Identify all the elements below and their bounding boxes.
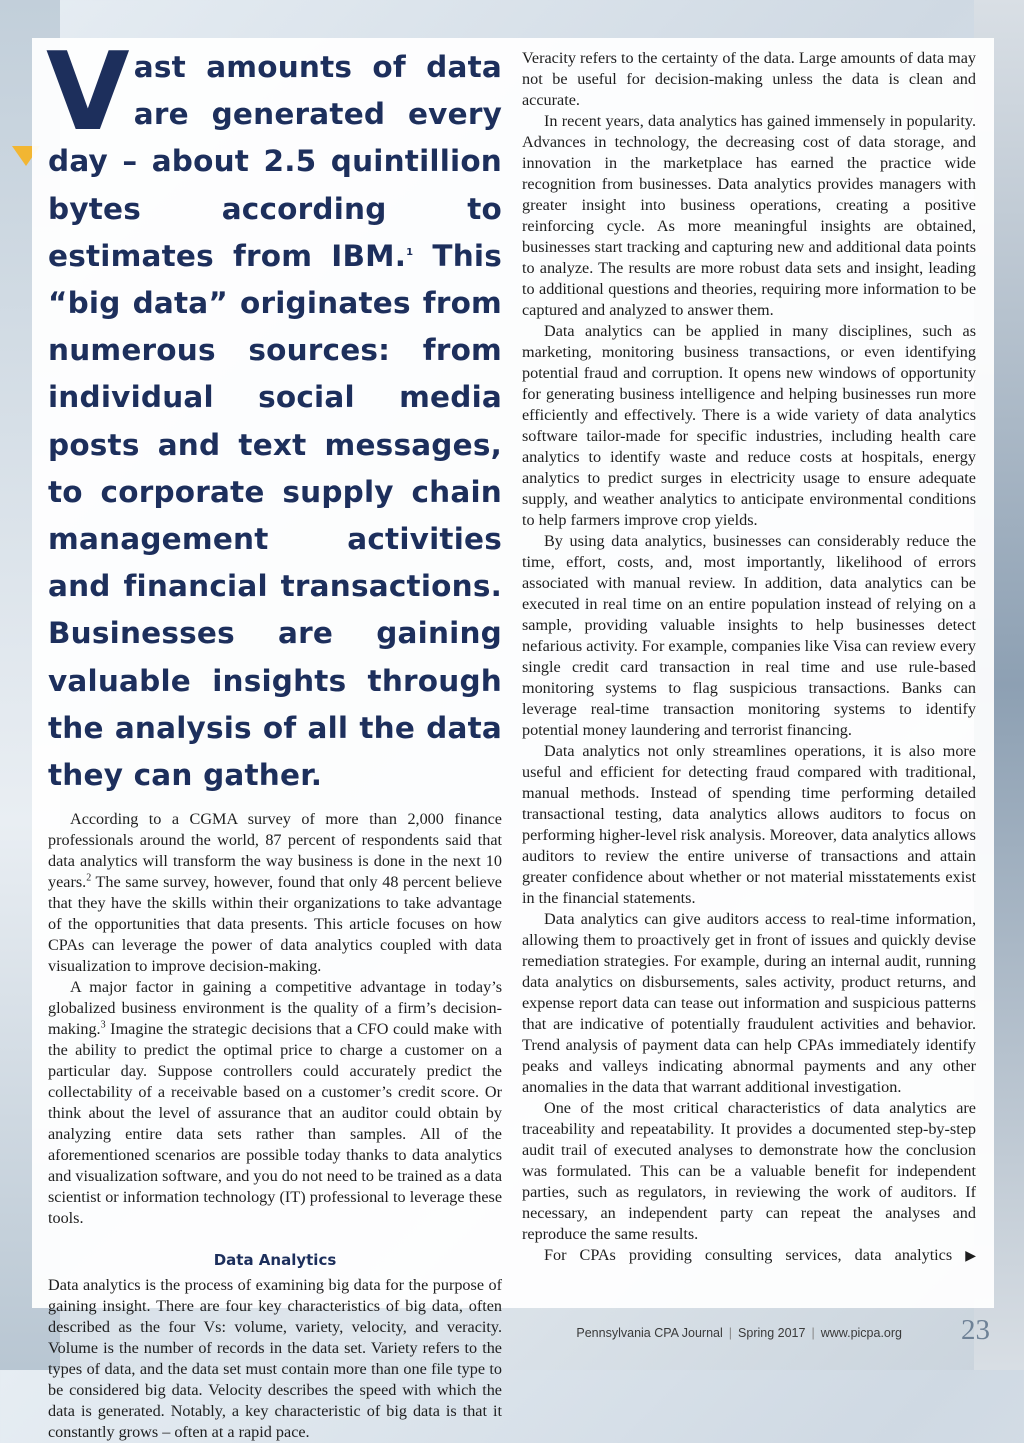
footnote-ref-3: 3 bbox=[100, 1019, 106, 1031]
page-number: 23 bbox=[961, 1314, 990, 1346]
footer-separator: | bbox=[811, 1326, 815, 1340]
journal-name: Pennsylvania CPA Journal bbox=[576, 1326, 723, 1340]
body-paragraph-3: Data analytics is the process of examining big data for the purpose of gaining insight. There are four key characteristics of big data, often described as the four Vs: volume, variety, velocity, and veracity. Volume is the number of records in the data set. Variety refers to the types of data, and the data set must contain more than one file type to be considered big data. Velocity describes the speed with which the data is generated. Notably, a key characteristic of big data is that it constantly grows – often at a rapid pace. bbox=[48, 1276, 502, 1442]
right-column bbox=[522, 48, 976, 1267]
page-footer bbox=[0, 1314, 990, 1350]
body-paragraph-r5: Data analytics not only streamlines operations, it is also more useful and efficient for detecting fraud compared with traditional, manual methods. Instead of spending time performing detailed transactional testing, data analytics allows auditors to focus on performing higher-level risk analysis. Moreover, data analytics allows auditors to review the entire universe of transactions and attain greater confidence about whether or not material misstatements exist in the financial statements. bbox=[522, 742, 976, 907]
body-paragraph-r1: Veracity refers to the certainty of the data. Large amounts of data may not be useful for decision-making unless the data is clean and accurate. bbox=[522, 49, 976, 109]
body-text: For CPAs providing consulting services, data analytics bbox=[544, 1246, 953, 1264]
body-paragraph-r6: Data analytics can give auditors access to real-time information, allowing them to proactively get in front of issues and quickly devise remediation strategies. For example, during an internal audit, running data analytics on disbursements, sales activity, product returns, and expense report data can tease out information and suspicious patterns that are indicative of potentially fraudulent activities and behavior. Trend analysis of payment data can help CPAs immediately identify peaks and valleys indicating abnormal payments and any other anomalies in the data that warrant additional investigation. bbox=[522, 910, 976, 1096]
lead-text-a: ast amounts of data are generated every day – about 2.5 quintillion bytes according to estimates from IBM. bbox=[48, 50, 502, 273]
body-paragraph-2 bbox=[48, 977, 502, 1229]
lead-paragraph bbox=[46, 30, 502, 799]
body-paragraph-r2: In recent years, data analytics has gained immensely in popularity. Advances in technology, the decreasing cost of data storage, and innovation in the marketplace has earned the practice wide recognition from businesses. Data analytics provides managers with greater insight into business operations, creating a positive reinforcing cycle. As more meaningful insights are obtained, businesses start tracking and capturing new and additional data points to analyze. The results are more robust data sets and insight, leading to additional questions and theories, requiring more information to be captured and analyzed to answer them. bbox=[522, 112, 976, 319]
footnote-ref-2: 2 bbox=[86, 872, 92, 884]
website-url: www.picpa.org bbox=[820, 1326, 902, 1340]
body-paragraph-r3: Data analytics can be applied in many disciplines, such as marketing, monitoring business transactions, or even identifying potential fraud and corruption. It opens new windows of opportunity for generating business intelligence and helping businesses run more efficiently and effectively. There is a wide variety of data analytics software tailor-made for specific industries, including health care analytics to identify waste and reduce costs at hospitals, energy analytics to predict surges in electricity usage to ensure adequate supply, and weather analytics to anticipate environmental conditions to help farmers improve crop yields. bbox=[522, 322, 976, 529]
continue-arrow-icon: ▶ bbox=[965, 1249, 977, 1264]
body-paragraph-r7: One of the most critical characteristics of data analytics are traceability and repeatability. It provides a documented step-by-step audit trail of executed analyses to demonstrate how the conclusion was formulated. This can be a valuable benefit for independent parties, such as regulators, in reviewing the work of auditors. If necessary, an independent party can repeat the analyses and reproduce the same results. bbox=[522, 1099, 976, 1243]
drop-cap: V bbox=[46, 30, 130, 155]
lead-text-b: This “big data” originates from numerous sources: from individual social media posts and text messages, to corporate supply chain management activities and financial transactions. Businesses are gaining valuable insights through the analysis of all the data they can gather. bbox=[48, 238, 502, 793]
body-text: A major factor in gaining a competitive advantage in today’s globalized business environment is the quality of a firm’s decision-making. bbox=[48, 978, 502, 1039]
body-paragraph-r8 bbox=[522, 1245, 976, 1267]
body-text: Imagine the strategic decisions that a CFO could make with the ability to predict the optimal price to charge a customer on a particular day. Suppose controllers could accurately predict the collectability of a receivable based on a customer’s credit score. Or think about the level of assurance that an auditor could obtain by analyzing entire data sets rather than samples. All of the aforementioned scenarios are possible today thanks to data analytics and visualization software, and you do not need to be trained as a data scientist or information technology (IT) professional to leverage these tools. bbox=[48, 1020, 503, 1228]
body-text: According to a CGMA survey of more than 2,000 finance professionals around the world, 87 percent of respondents said that data analytics will transform the way business is done in the next 10 years. bbox=[48, 810, 502, 892]
section-heading: Data Analytics bbox=[213, 1251, 337, 1270]
body-paragraph-1 bbox=[48, 809, 502, 977]
issue-date: Spring 2017 bbox=[738, 1326, 806, 1340]
footnote-ref-1: 1 bbox=[406, 246, 414, 258]
left-column bbox=[46, 30, 503, 1443]
body-text: The same survey, however, found that only 48 percent believe that they have the skills within their organizations to take advantage of the opportunities that data presents. This article focuses on how CPAs can leverage the power of data analytics coupled with data visualization to improve decision-making. bbox=[48, 873, 502, 976]
footer-separator: | bbox=[728, 1326, 733, 1340]
body-paragraph-r4: By using data analytics, businesses can considerably reduce the time, effort, costs, and, most importantly, likelihood of errors associated with manual review. In addition, data analytics can be executed in real time on an entire population instead of relying on a sample, providing valuable insights to help businesses detect nefarious activity. For example, companies like Visa can review every single credit card transaction in real time and use rule-based monitoring systems to flag suspicious transactions. Banks can leverage real-time transaction monitoring systems to identify potential money laundering and terrorist financing. bbox=[522, 532, 976, 739]
